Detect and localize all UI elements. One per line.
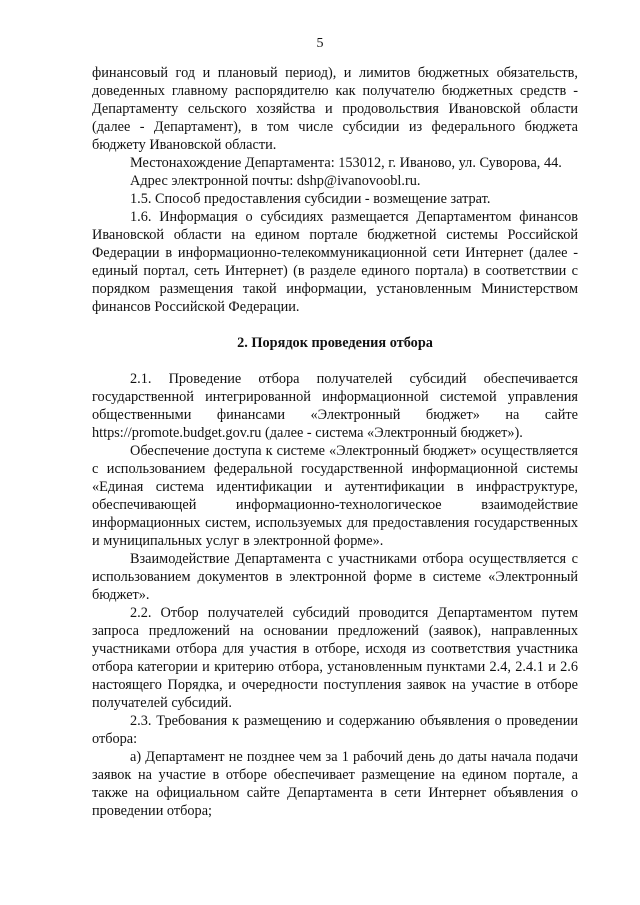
paragraph-2-2: 2.2. Отбор получателей субсидий проводится Департаментом путем запроса предложений на основании предложений (заявок), направленных участниками отбора для участия в отборе, исходя из соответствия участника отбора категории и критерию отбора, установленным пунктами 2.4, 2.4.1 и 2.6 настоящего Порядка, и очередности поступления заявок на участие в отборе получателей субсидий. — [92, 605, 578, 711]
paragraph-1-5: 1.5. Способ предоставления субсидии - возмещение затрат. — [130, 191, 491, 207]
section-heading: 2. Порядок проведения отбора — [237, 335, 433, 351]
paragraph-interaction: Взаимодействие Департамента с участниками отбора осуществляется с использованием документов в электронной форме в системе «Электронный бюджет». — [92, 551, 578, 603]
paragraph-2-3-a: а) Департамент не позднее чем за 1 рабочий день до даты начала подачи заявок на участие в отборе обеспечивает размещение на едином портале, а также на официальном сайте Департамента в сети Интернет объявления о проведении отбора; — [92, 749, 578, 819]
paragraph-2-3: 2.3. Требования к размещению и содержанию объявления о проведении отбора: — [92, 713, 578, 747]
paragraph-1-6: 1.6. Информация о субсидиях размещается Департаментом финансов Ивановской области на едином портале бюджетной системы Российской Федерации в информационно-телекоммуникационной сети Интернет (далее - единый портал, сеть Интернет) (в разделе единого портала) в соответствии с порядком размещения такой информации, установленным Министерством финансов Российской Федерации. — [92, 209, 578, 315]
paragraph-access: Обеспечение доступа к системе «Электронный бюджет» осуществляется с использованием федеральной государственной информационной системы «Единая система идентификации и аутентификации в инфраструктуре, обеспечивающей информационно-технологическое взаимодействие информационных систем, используемых для предоставления государственных и муниципальных услуг в электронной форме». — [92, 443, 578, 549]
page-number: 5 — [316, 36, 324, 51]
paragraph-2-1: 2.1. Проведение отбора получателей субсидий обеспечивается государственной интегрированной информационной системой управления общественными финансами «Электронный бюджет» на сайте https://promote.budget.gov.ru (далее - система «Электронный бюджет»). — [92, 371, 578, 441]
paragraph-location: Местонахождение Департамента: 153012, г. Иваново, ул. Суворова, 44. — [130, 155, 562, 171]
paragraph-funding: финансовый год и плановый период), и лимитов бюджетных обязательств, доведенных главному распорядителю как получателю бюджетных средств - Департаменту сельского хозяйства и продовольствия Ивановской области (далее - Департамент), в том числе субсидии из федерального бюджета бюджету Ивановской области. — [92, 65, 578, 153]
document-body — [92, 64, 578, 820]
paragraph-email: Адрес электронной почты: dshp@ivanovoobl.ru. — [130, 173, 421, 189]
